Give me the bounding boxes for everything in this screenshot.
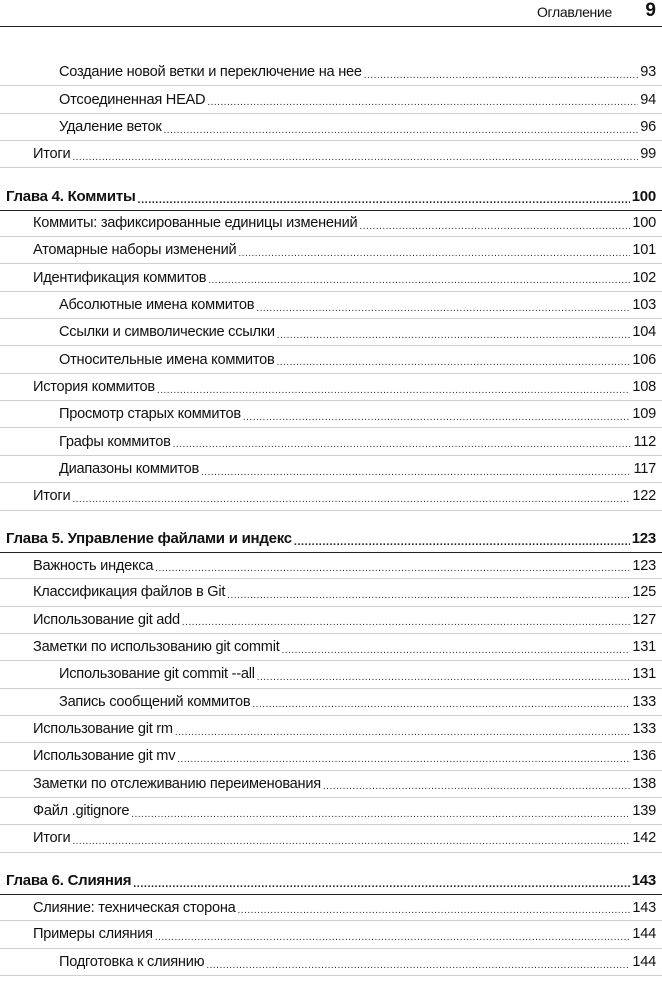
toc-entry-title: Примеры слияния xyxy=(33,926,153,943)
dot-leader xyxy=(182,614,630,629)
dot-leader xyxy=(282,642,631,657)
toc-entry-page: 99 xyxy=(640,146,656,163)
toc-entry-page: 96 xyxy=(640,118,656,135)
toc-entry[interactable] xyxy=(0,210,662,237)
dot-leader xyxy=(201,464,631,479)
toc-entry-title: Графы коммитов xyxy=(59,433,171,450)
page-number: 9 xyxy=(645,0,656,21)
toc-entry-title: Заметки по использованию git commit xyxy=(33,639,280,656)
toc-entry[interactable] xyxy=(0,743,662,770)
toc-entry[interactable] xyxy=(0,771,662,798)
toc-entry-page: 102 xyxy=(632,269,656,286)
toc-entry-page: 117 xyxy=(633,460,656,477)
toc-entry-title: Абсолютные имена коммитов xyxy=(59,296,255,313)
toc-entry-page: 101 xyxy=(632,242,656,259)
toc-entry[interactable] xyxy=(0,59,662,86)
toc-entry[interactable] xyxy=(0,634,662,661)
dot-leader xyxy=(138,191,630,206)
toc-entry-page: 109 xyxy=(632,406,656,423)
toc-entry[interactable] xyxy=(0,798,662,825)
toc-entry[interactable] xyxy=(0,428,662,455)
toc-entry-title: Коммиты: зафиксированные единицы изменений xyxy=(33,215,358,232)
toc-entry[interactable] xyxy=(0,346,662,373)
toc-entry-title: Файл .gitignore xyxy=(33,803,130,820)
toc-entry-page: 125 xyxy=(632,584,656,601)
toc-entry-title: Заметки по отслеживанию переименования xyxy=(33,775,321,792)
toc-entry-title: Диапазоны коммитов xyxy=(59,460,200,477)
toc-entry-page: 139 xyxy=(632,803,656,820)
toc-entry-title: Создание новой ветки и переключение на нее xyxy=(59,64,362,81)
toc-entry-page: 100 xyxy=(631,187,656,205)
toc-entry-page: 144 xyxy=(632,926,656,943)
dot-leader xyxy=(133,875,630,890)
toc-entry[interactable] xyxy=(0,114,662,141)
dot-leader xyxy=(238,245,630,260)
toc-entry-title: Использование git mv xyxy=(33,748,176,765)
toc-chapter-heading[interactable] xyxy=(0,525,662,552)
toc-entry-page: 133 xyxy=(632,693,656,710)
toc-entry[interactable] xyxy=(0,456,662,483)
dot-leader xyxy=(177,751,630,766)
toc-entry-title: Идентификация коммитов xyxy=(33,269,207,286)
dot-leader xyxy=(238,902,631,917)
toc-entry-page: 133 xyxy=(632,721,656,738)
dot-leader xyxy=(164,122,639,137)
dot-leader xyxy=(252,696,630,711)
toc-entry-title: Ссылки и символические ссылки xyxy=(59,324,275,341)
dot-leader xyxy=(364,67,639,82)
dot-leader xyxy=(227,587,630,602)
dot-leader xyxy=(359,218,630,233)
toc-entry-title: Важность индекса xyxy=(33,557,154,574)
toc-entry-title: Итоги xyxy=(33,488,71,505)
toc-entry-page: 143 xyxy=(631,871,656,889)
toc-entry-title: Итоги xyxy=(33,830,71,847)
toc-entry-page: 143 xyxy=(632,899,656,916)
dot-leader xyxy=(257,669,631,684)
dot-leader xyxy=(276,354,630,369)
toc-entry[interactable] xyxy=(0,689,662,716)
toc-entry-page: 108 xyxy=(632,378,656,395)
toc-entry[interactable] xyxy=(0,237,662,264)
dot-leader xyxy=(72,491,630,506)
dot-leader xyxy=(131,806,630,821)
toc-entry-title: Отсоединенная HEAD xyxy=(59,91,206,108)
toc-entry-title: История коммитов xyxy=(33,378,155,395)
toc-entry-page: 144 xyxy=(632,953,656,970)
toc-entry-page: 123 xyxy=(632,557,656,574)
toc-entry-title: Просмотр старых коммитов xyxy=(59,406,241,423)
toc-entry-page: 142 xyxy=(632,830,656,847)
toc-entry-page: 123 xyxy=(631,529,656,547)
running-head xyxy=(0,0,662,27)
chapter-spacer xyxy=(0,853,662,867)
toc-entry-page: 93 xyxy=(640,64,656,81)
toc-entry[interactable] xyxy=(0,579,662,606)
toc-entry-title: Глава 6. Слияния xyxy=(6,871,132,889)
toc-entry-title: Итоги xyxy=(33,146,71,163)
toc-entry-title: Классификация файлов в Git xyxy=(33,584,226,601)
toc-entry-title: Использование git rm xyxy=(33,721,173,738)
toc-entry[interactable] xyxy=(0,825,662,852)
toc-entry[interactable] xyxy=(0,264,662,291)
toc-entry[interactable] xyxy=(0,552,662,579)
chapter-spacer xyxy=(0,168,662,182)
toc-entry-page: 100 xyxy=(632,215,656,232)
toc-entry[interactable] xyxy=(0,374,662,401)
toc-entry-title: Запись сообщений коммитов xyxy=(59,693,251,710)
toc-entry[interactable] xyxy=(0,716,662,743)
running-head-title: Оглавление xyxy=(536,4,612,20)
dot-leader xyxy=(294,533,630,548)
toc-entry-page: 131 xyxy=(632,639,656,656)
toc-entry[interactable] xyxy=(0,86,662,113)
toc-entry-title: Глава 5. Управление файлами и индекс xyxy=(6,529,292,547)
dot-leader xyxy=(173,436,632,451)
toc-entry-page: 106 xyxy=(632,351,656,368)
toc-entry[interactable] xyxy=(0,292,662,319)
dot-leader xyxy=(155,929,631,944)
toc-entry-page: 136 xyxy=(632,748,656,765)
chapter-spacer xyxy=(0,511,662,525)
dot-leader xyxy=(155,560,630,575)
toc-entry-page: 103 xyxy=(632,296,656,313)
toc-entry-title: Использование git commit --all xyxy=(59,666,255,683)
toc-entry-title: Удаление веток xyxy=(59,118,162,135)
toc-entry-title: Глава 4. Коммиты xyxy=(6,187,136,205)
toc-entry[interactable] xyxy=(0,607,662,634)
toc-entry-title: Использование git add xyxy=(33,611,180,628)
dot-leader xyxy=(175,724,631,739)
toc-entry-page: 112 xyxy=(633,433,656,450)
toc-entry[interactable] xyxy=(0,661,662,688)
toc-entry-title: Атомарные наборы изменений xyxy=(33,242,237,259)
toc-entry-page: 94 xyxy=(640,91,656,108)
dot-leader xyxy=(256,300,630,315)
dot-leader xyxy=(207,94,638,109)
dot-leader xyxy=(243,409,631,424)
toc-entry[interactable] xyxy=(0,894,662,921)
toc-entry-page: 122 xyxy=(632,488,656,505)
dot-leader xyxy=(277,327,631,342)
toc-entry-page: 104 xyxy=(632,324,656,341)
dot-leader xyxy=(208,272,630,287)
toc-entry[interactable] xyxy=(0,483,662,510)
dot-leader xyxy=(72,149,638,164)
table-of-contents xyxy=(0,59,662,976)
toc-chapter-heading[interactable] xyxy=(0,867,662,894)
toc-entry-title: Слияние: техническая сторона xyxy=(33,899,236,916)
toc-entry[interactable] xyxy=(0,319,662,346)
dot-leader xyxy=(323,778,630,793)
toc-chapter-heading[interactable] xyxy=(0,182,662,209)
dot-leader xyxy=(206,957,630,972)
toc-entry[interactable] xyxy=(0,949,662,976)
toc-entry-page: 138 xyxy=(632,775,656,792)
dot-leader xyxy=(72,833,630,848)
dot-leader xyxy=(157,382,630,397)
toc-entry[interactable] xyxy=(0,401,662,428)
toc-entry[interactable] xyxy=(0,141,662,168)
toc-entry-title: Относительные имена коммитов xyxy=(59,351,275,368)
toc-entry-page: 127 xyxy=(632,611,656,628)
toc-entry[interactable] xyxy=(0,921,662,948)
toc-entry-title: Подготовка к слиянию xyxy=(59,953,205,970)
toc-entry-page: 131 xyxy=(632,666,656,683)
